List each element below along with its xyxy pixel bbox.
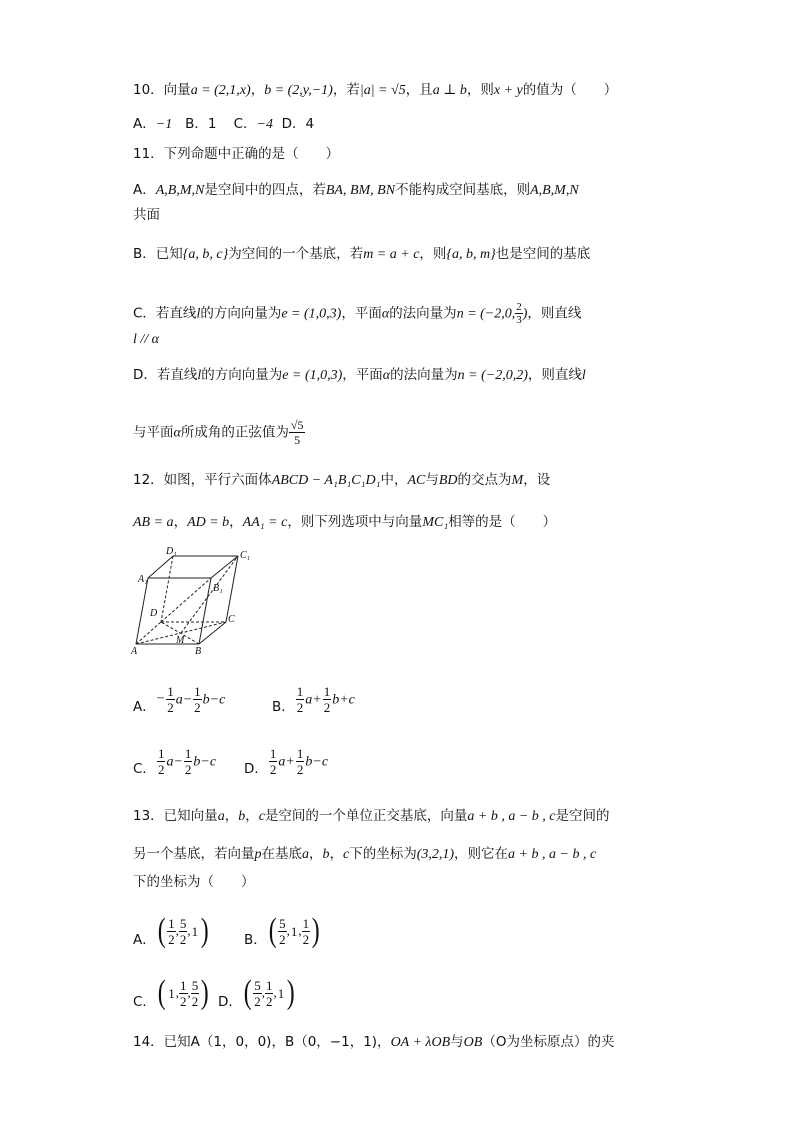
q11-option-d: [133, 365, 586, 386]
q13-option-d: [218, 964, 297, 1010]
num: 5: [279, 915, 286, 931]
q13-basis: a + b , a − b , c: [467, 809, 556, 824]
coord: [191, 924, 200, 939]
frac-num: 2: [516, 301, 522, 313]
option-label: C．: [133, 761, 156, 777]
frac-den: 2: [157, 762, 165, 777]
vec: b: [305, 754, 313, 770]
frac-den: 5: [294, 433, 301, 447]
option-label: A．: [133, 699, 156, 715]
option-label: B．: [272, 699, 295, 715]
q13-p: p: [254, 847, 262, 862]
q13-c: c: [258, 809, 265, 824]
q12-bd: BD: [438, 473, 458, 488]
den: 2: [302, 931, 310, 947]
q13-text: 是空间的: [555, 808, 610, 824]
frac-den: 2: [167, 700, 174, 715]
half-fraction: [296, 746, 305, 777]
vec: a: [166, 754, 174, 770]
coord-tuple: ( $\frac{1}{2}$ , $\frac{5}{2}$ , 1 ): [157, 912, 209, 949]
half-fraction: [323, 684, 332, 715]
edge-d1d: [161, 556, 173, 622]
q12-text: 中，: [380, 472, 408, 488]
frac-den: 2: [296, 762, 304, 777]
q14-text: 14．已知A（1，0，0)，B（0，−1，1)，: [133, 1034, 391, 1050]
q11-text: 的法向量为: [390, 367, 458, 383]
q12-text: ，设: [523, 472, 551, 488]
q10-text: ，且: [405, 82, 433, 98]
q13-b: b: [322, 847, 330, 862]
frac-num: 1: [296, 684, 304, 699]
edge-a1a: [136, 578, 148, 644]
q11-text: ，则直线: [527, 367, 582, 383]
label-d: D: [150, 608, 158, 619]
q11-fraction: [515, 301, 523, 326]
op: +: [285, 754, 295, 770]
q11-points: A,B,M,N: [530, 183, 579, 198]
q11-option-b: [133, 244, 590, 265]
vec: c: [348, 692, 355, 708]
label-b: B: [195, 646, 202, 657]
label-c: C: [228, 614, 235, 625]
q12-sep: ，: [229, 514, 243, 530]
frac-num: 1: [269, 746, 277, 761]
vec: b: [202, 692, 210, 708]
den: 2: [179, 931, 187, 947]
label-d1: D₁: [166, 546, 177, 557]
label-b1: B₁: [213, 583, 223, 594]
frac-num: √5: [290, 418, 304, 432]
half-fraction: [296, 684, 305, 715]
coord: [290, 924, 299, 939]
edge-d1a1: [148, 556, 173, 578]
q12-ac: AC: [407, 473, 426, 488]
parallelepiped-figure: [128, 546, 252, 658]
label-a1: A₁: [138, 574, 148, 585]
option-label: D．若直线: [133, 367, 198, 383]
num: 1: [277, 985, 285, 1001]
q12-solid: ABCD − A₁B₁C₁D₁: [271, 473, 381, 488]
q11-n: n = (−2,0,2): [457, 368, 528, 383]
num: 5: [191, 977, 199, 993]
q11-text: 的方向向量为: [200, 305, 282, 322]
seg-db1: [161, 578, 211, 622]
q11-option-c-cont: [133, 329, 159, 350]
coord-tuple: ( $\frac{5}{2}$ , $\frac{1}{2}$ , 1 ): [243, 974, 295, 1011]
vec: b: [193, 754, 201, 770]
q11-vectors: BA, BM, BN: [325, 183, 396, 198]
op: −: [173, 754, 183, 770]
coord: [265, 978, 274, 1009]
num: 1: [168, 915, 175, 931]
q12-ad: AD = b: [187, 515, 230, 530]
q11-alpha: α: [381, 306, 390, 322]
q11-text: ，平面: [342, 367, 383, 383]
op: −: [182, 692, 193, 708]
q13-text: 是空间的一个单位正交基底，向量: [264, 808, 468, 824]
num: 1: [191, 923, 199, 939]
den: 2: [180, 993, 187, 1009]
option-label: A．: [133, 182, 156, 198]
q13-line2: [133, 844, 596, 865]
den: 2: [265, 993, 273, 1009]
q10-stem: [133, 80, 617, 101]
q11-e: e = (1,0,3): [281, 306, 342, 322]
option-label: C．若直线: [133, 305, 197, 322]
q13-sep: ，: [329, 846, 343, 862]
coord-tuple: ( 1 , $\frac{1}{2}$ , $\frac{5}{2}$ ): [157, 974, 209, 1011]
q12-option-a: [133, 673, 225, 715]
q11-stem: 11．下列命题中正确的是（ ）: [133, 146, 340, 162]
q13-text: 在基底: [261, 846, 302, 862]
q13-text: 下的坐标为: [349, 846, 417, 862]
q13-coord: (3,2,1): [416, 847, 455, 862]
option-label: C．: [233, 116, 257, 132]
num: 1: [168, 985, 175, 1001]
q14-ob: OB: [463, 1035, 483, 1050]
vec: a: [305, 692, 313, 708]
option-label: B．已知: [133, 246, 183, 262]
q14-text: （O为坐标原点）的夹: [482, 1034, 615, 1050]
q13-option-a: [133, 902, 210, 948]
frac-num: 1: [157, 746, 165, 761]
coord: [277, 986, 286, 1001]
vec: c: [219, 692, 226, 708]
q11-e: e = (1,0,3): [282, 368, 343, 383]
option-value: 1: [207, 116, 217, 132]
q13-a: a: [217, 809, 225, 824]
vec: c: [321, 754, 329, 770]
q10-text: ，则: [466, 82, 494, 98]
q11-option-a: [133, 180, 579, 201]
den: 2: [168, 931, 175, 947]
frac-den: 2: [269, 762, 277, 777]
q11-l: l: [196, 306, 201, 322]
half-fraction: [193, 684, 202, 715]
num: 1: [265, 977, 273, 993]
q13-sep: ，: [309, 846, 323, 862]
q11-text: 的方向向量为: [201, 367, 283, 383]
num: 5: [254, 977, 261, 993]
option-value: −1: [155, 117, 173, 132]
q12-text: ，则下列选项中与向量: [287, 514, 423, 530]
q13-b: b: [238, 809, 246, 824]
op: +: [312, 692, 322, 708]
q11-text: 与平面: [133, 424, 174, 441]
q12-sep: ，: [173, 514, 188, 530]
q13-sep: ，: [245, 808, 259, 824]
label-a: A: [131, 646, 138, 657]
q13-a: a: [302, 847, 309, 862]
q12-mc1: MC₁: [422, 515, 449, 530]
frac-den: 2: [184, 762, 192, 777]
half-fraction: [157, 746, 166, 777]
q12-aa1: AA₁ = c: [242, 515, 288, 530]
coord: [253, 978, 262, 1009]
option-label: D．: [244, 761, 268, 777]
q12-text: 12．如图，平行六面体: [133, 472, 272, 488]
q12-option-c: [133, 735, 216, 777]
q11-text: 为空间的一个基底，若: [228, 246, 364, 262]
q10-options: [133, 114, 314, 135]
q13-line1: [133, 806, 610, 827]
option-value: 4: [305, 116, 315, 132]
num: 1: [180, 977, 187, 993]
coord: [191, 978, 200, 1009]
label-c1: C₁: [240, 550, 251, 561]
coord-tuple: ( $\frac{5}{2}$ , 1 , $\frac{1}{2}$ ): [268, 912, 320, 949]
q10-text: 的值为（ ）: [522, 82, 618, 98]
q13-basis: a + b , a − b , c: [508, 847, 597, 862]
q11-text: 不能构成空间基底，则: [395, 182, 531, 198]
frac-den: 2: [194, 700, 201, 715]
edge-bc: [199, 622, 226, 644]
option-label: A．: [133, 116, 156, 132]
q13-text: 另一个基底，若向量: [133, 846, 255, 862]
q11-option-d-cont: [133, 418, 305, 447]
op: −: [200, 754, 210, 770]
option-label: C．: [133, 994, 156, 1010]
q11-basis: {a, b, c}: [182, 247, 229, 262]
q11-text: ，平面: [341, 305, 382, 322]
op: +: [339, 692, 349, 708]
q11-option-c: [133, 301, 581, 326]
den: 2: [254, 993, 261, 1009]
q12-ab: AB = a: [133, 515, 174, 530]
option-label: B．: [185, 116, 208, 132]
q10-text: ，若: [332, 82, 360, 98]
q11-text: 是空间中的四点，若: [204, 182, 326, 198]
half-fraction: [269, 746, 278, 777]
q12-m: M: [511, 473, 524, 488]
frac-num: 1: [184, 746, 192, 761]
half-fraction: [184, 746, 193, 777]
sign: −: [155, 691, 166, 707]
frac-num: 1: [194, 684, 201, 699]
q10-vec-b: b = (2,y,−1): [264, 83, 333, 98]
vec: b: [332, 692, 340, 708]
frac-num: 1: [296, 746, 304, 761]
q10-perp: a ⊥ b: [432, 83, 467, 98]
edge-b1b: [199, 578, 211, 644]
q10-expr: x + y: [493, 83, 523, 98]
vec: c: [209, 754, 217, 770]
frac-num: 1: [323, 684, 331, 699]
q12-option-b: [272, 673, 355, 715]
q11-parallel: l // α: [133, 332, 160, 347]
q12-line1: [133, 470, 550, 491]
option-label: D．: [281, 116, 306, 132]
coord: [278, 916, 287, 947]
q13-text: ，则它在: [454, 846, 509, 862]
q13-text: 13．已知向量: [133, 808, 218, 824]
num: 1: [302, 915, 310, 931]
q10-norm: |a| = √5: [359, 83, 406, 98]
half-fraction: [166, 684, 175, 715]
q11-text: 也是空间的基底: [495, 246, 591, 262]
frac-den: 3: [516, 314, 522, 326]
q14-text: 与: [450, 1034, 464, 1050]
q11-text: ，则: [419, 246, 447, 262]
op: −: [312, 754, 322, 770]
q11-text: 所成角的正弦值为: [180, 424, 289, 441]
q11-points: A,B,M,N: [155, 183, 205, 198]
option-label: B．: [244, 932, 267, 948]
coord: [179, 916, 188, 947]
q11-text: 的法向量为: [389, 305, 457, 322]
q11-alpha: α: [173, 425, 181, 441]
coord: [302, 916, 311, 947]
num: 5: [179, 915, 187, 931]
option-value: −4: [256, 117, 273, 132]
q13-option-b: [244, 902, 321, 948]
q12-text: 与: [425, 472, 439, 488]
frac-den: 2: [296, 700, 304, 715]
q11-l: l: [581, 368, 586, 383]
q11-n: ): [522, 306, 528, 322]
q11-n: n = (−2,0,: [456, 306, 516, 322]
q11-option-a-cont: 共面: [133, 207, 160, 223]
q14-line1: [133, 1032, 614, 1053]
q13-option-c: [133, 964, 211, 1010]
q11-text: ，则直线: [527, 305, 582, 322]
q10-text: 10．向量: [133, 82, 191, 98]
frac-num: 1: [167, 684, 174, 699]
q11-eq: m = a + c: [363, 247, 420, 262]
q11-fraction: [289, 418, 306, 447]
q11-alpha: α: [382, 368, 391, 383]
edge-c1c: [226, 556, 238, 622]
frac-den: 2: [323, 700, 331, 715]
q13-line3: 下的坐标为（ ）: [133, 874, 255, 890]
den: 2: [191, 993, 199, 1009]
q13-sep: ，: [224, 808, 239, 824]
q10-sep: ，: [250, 82, 265, 98]
q12-text: 的交点为: [457, 472, 512, 488]
q12-text: 相等的是（ ）: [448, 514, 557, 530]
coord: [179, 978, 188, 1009]
label-m: M: [176, 635, 185, 646]
option-label: D．: [218, 994, 242, 1010]
op: −: [209, 692, 220, 708]
vec: a: [175, 692, 183, 708]
q13-c: c: [343, 847, 350, 862]
q11-l: l: [197, 368, 202, 383]
q10-vec-a: a = (2,1,x): [190, 83, 251, 98]
coord: [167, 986, 176, 1001]
coord: [167, 916, 176, 947]
vec: a: [278, 754, 286, 770]
q11-basis: {a, b, m}: [446, 247, 496, 262]
q12-option-d: [244, 735, 328, 777]
den: 2: [279, 931, 286, 947]
q12-line2: [133, 512, 556, 533]
num: 1: [290, 923, 298, 939]
q14-expr: OA + λOB: [390, 1035, 451, 1050]
option-label: A．: [133, 932, 156, 948]
